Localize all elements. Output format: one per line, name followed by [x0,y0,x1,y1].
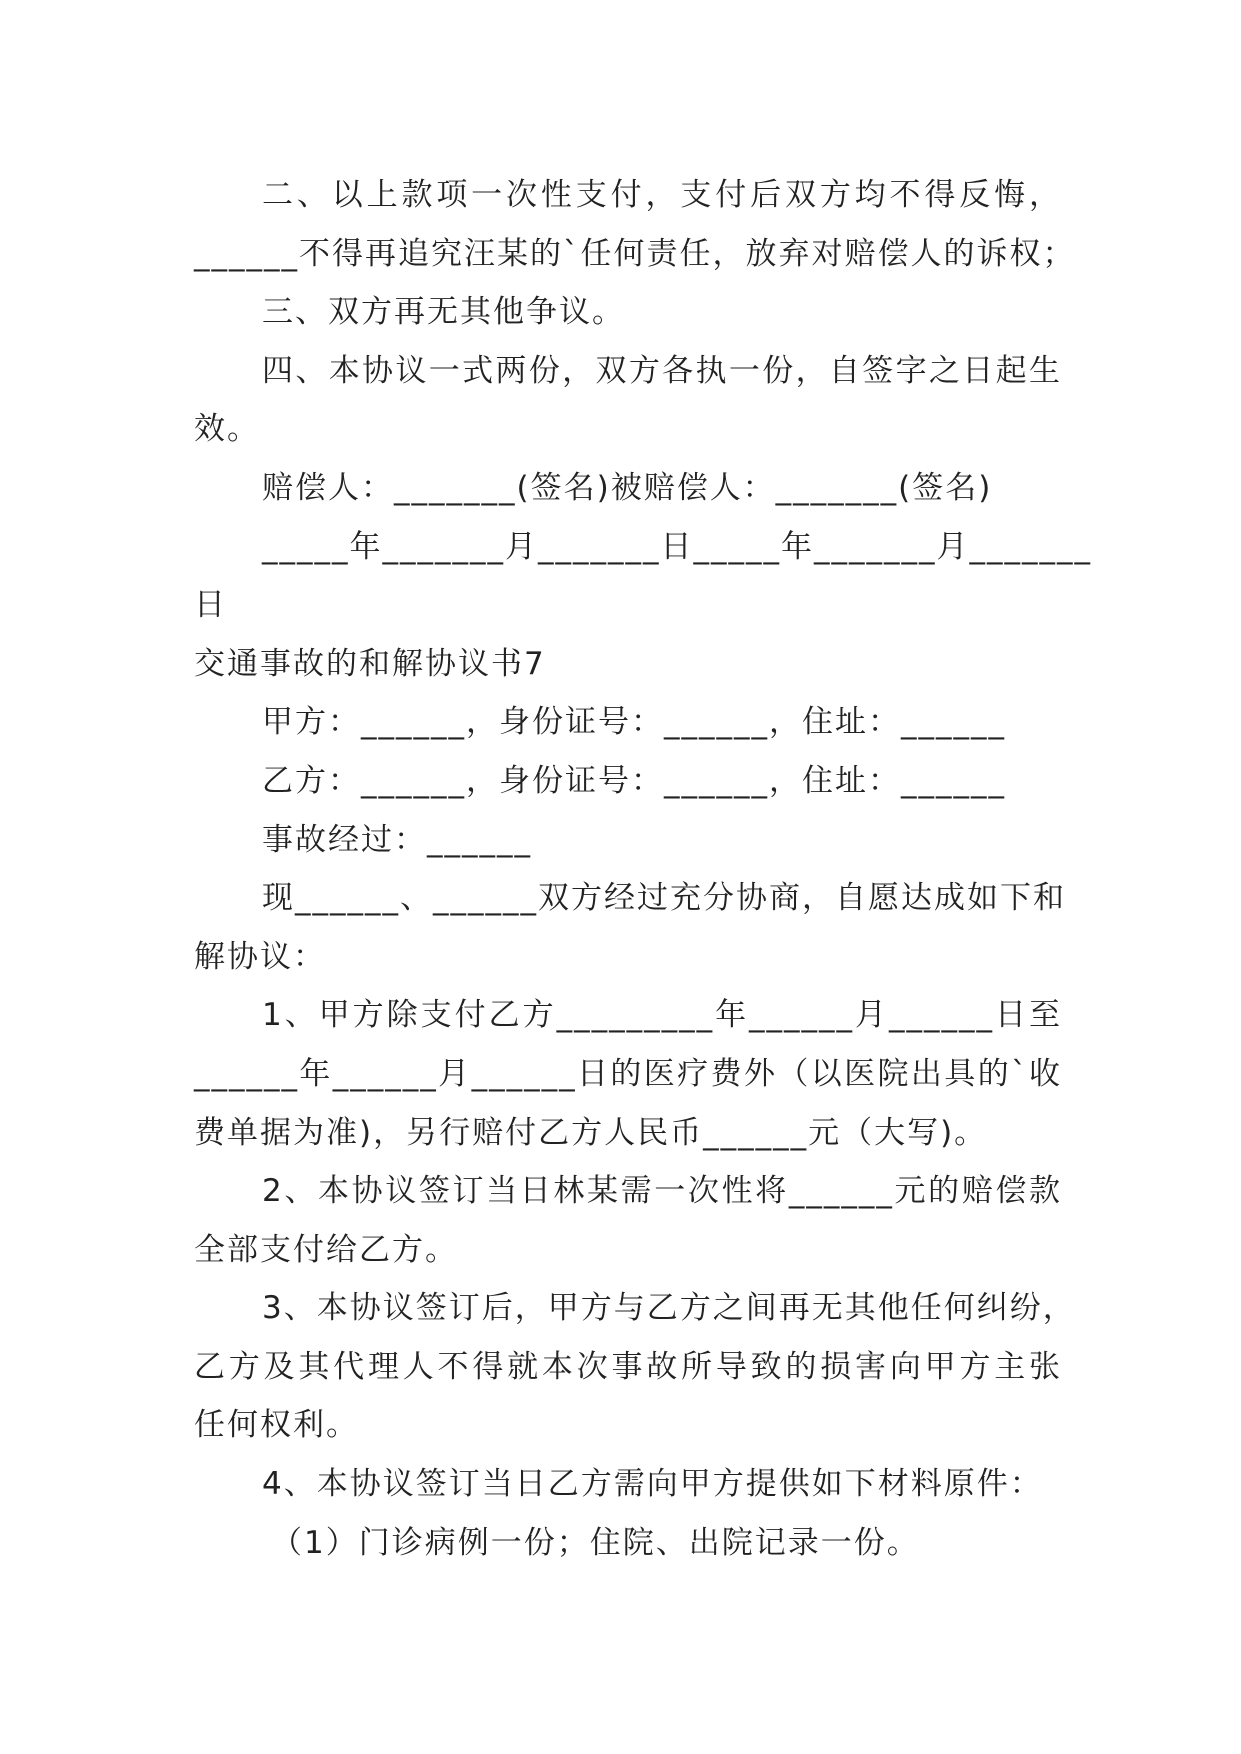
date-line-end: 日 [194,587,227,624]
clause-2-line-2: ______不得再追究汪某的`任何责任，放弃对赔偿人的诉权； [194,235,1076,272]
party-a-line: 甲方：______，身份证号：______，住址：______ [262,704,1006,741]
clause-3: 三、双方再无其他争议。 [262,294,625,331]
intro-line-1: 现______、______双方经过充分协商，自愿达成如下和 [262,880,1066,917]
clause-4-line-1: 四、本协议一式两份，双方各执一份，自签字之日起生 [262,352,1062,389]
item-2-line-2: 全部支付给乙方。 [194,1231,458,1268]
item-3-line-3: 任何权利。 [194,1407,359,1444]
document-page [194,166,1092,1572]
signature-line: 赔偿人：_______(签名)被赔偿人：_______(签名) [262,469,993,506]
item-3-line-2: 乙方及其代理人不得就本次事故所导致的损害向甲方主张 [194,1348,1062,1385]
item-4-line-1: 4、本协议签订当日乙方需向甲方提供如下材料原件： [262,1466,1043,1503]
clause-2-line-1: 二、以上款项一次性支付，支付后双方均不得反悔， [262,177,1062,213]
date-line: _____年_______月_______日_____年_______月_______ [262,528,1092,565]
item-1-line-3: 费单据为准)，另行赔付乙方人民币______元（大写)。 [194,1114,988,1151]
item-3-line-1: 3、本协议签订后，甲方与乙方之间再无其他任何纠纷， [262,1290,1076,1327]
item-1-line-2: ______年______月______日的医疗费外（以医院出具的`收 [194,1055,1062,1092]
intro-line-2: 解协议： [194,938,326,975]
clause-4-line-2: 效。 [194,411,260,448]
accident-details-line: 事故经过：______ [262,821,532,858]
section-title: 交通事故的和解协议书7 [194,645,546,682]
item-2-line-1: 2、本协议签订当日林某需一次性将______元的赔偿款 [262,1173,1062,1210]
item-4-sub-1: （1）门诊病例一份；住院、出院记录一份。 [271,1524,920,1561]
party-b-line: 乙方：______，身份证号：______，住址：______ [262,762,1006,799]
item-1-line-1: 1、甲方除支付乙方_________年______月______日至 [262,997,1062,1034]
